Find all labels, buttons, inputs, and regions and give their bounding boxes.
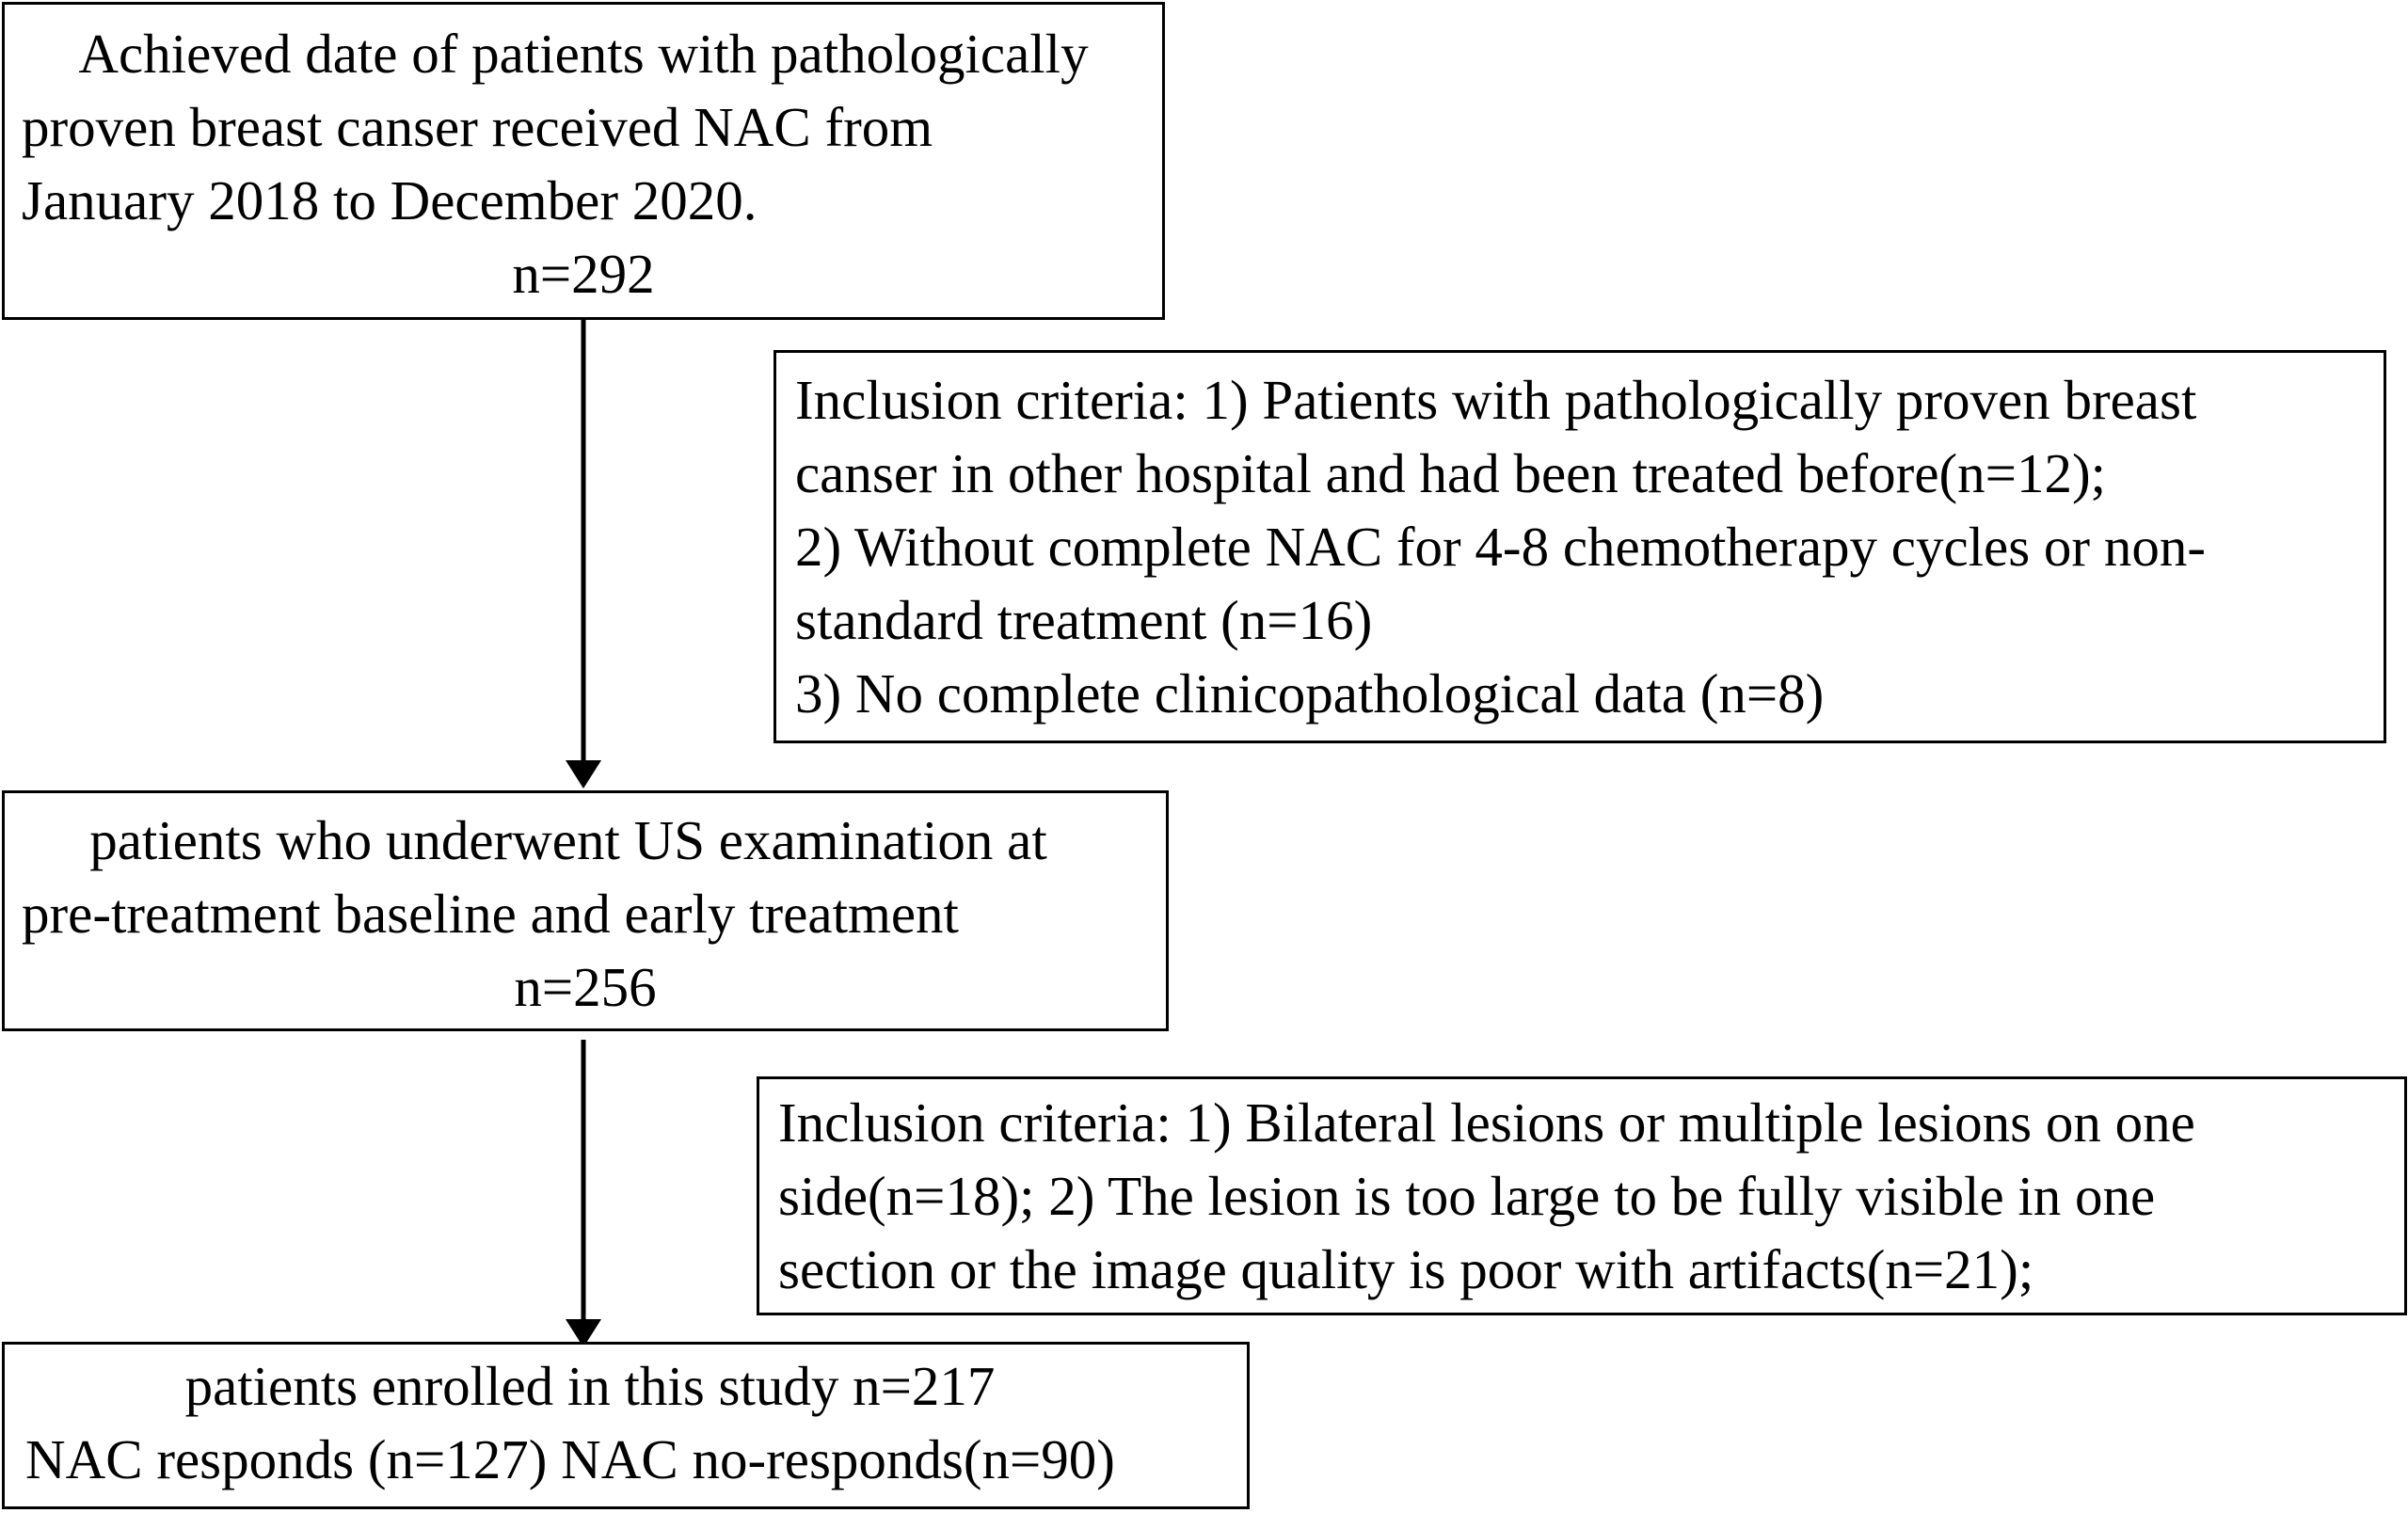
exclusion-2-line-2: side(n=18); 2) The lesion is too large to be fully visible in one [778,1165,2156,1227]
us-examination-count: n=256 [514,956,657,1018]
us-examination-line-1: patients who underwent US examination at [89,809,1047,871]
exclusion-criteria-box-1 [773,350,2386,743]
initial-cohort-box [2,2,1165,320]
enrolled-patients-line-2: NAC responds (n=127) NAC no-responds(n=90) [25,1428,1115,1490]
exclusion-1-line-3: 2) Without complete NAC for 4-8 chemotherapy cycles or non- [795,516,2206,578]
us-examination-line-2: pre-treatment baseline and early treatment [22,883,959,945]
exclusion-1-line-4: standard treatment (n=16) [795,589,1373,651]
arrow-box1-to-box2 [566,320,601,788]
exclusion-1-line-2: canser in other hospital and had been treated before(n=12); [795,442,2106,504]
exclusion-1-line-1: Inclusion criteria: 1) Patients with pathologically proven breast [795,369,2197,431]
arrow-box2-to-box3 [566,1040,601,1347]
initial-cohort-line-2: proven breast canser received NAC from [22,96,933,158]
exclusion-1-line-5: 3) No complete clinicopathological data (n=8) [795,662,1825,725]
initial-cohort-count: n=292 [512,243,655,305]
exclusion-2-line-3: section or the image quality is poor with artifacts(n=21); [778,1238,2034,1300]
initial-cohort-line-1: Achieved date of patients with pathologically [78,23,1089,85]
exclusion-criteria-box-2 [757,1076,2407,1315]
exclusion-2-line-1: Inclusion criteria: 1) Bilateral lesions or multiple lesions on one [778,1091,2195,1154]
enrolled-patients-line-1: patients enrolled in this study n=217 [184,1355,996,1417]
enrolled-patients-box [2,1342,1250,1509]
us-examination-box [2,790,1169,1031]
initial-cohort-line-3: January 2018 to December 2020. [22,169,757,231]
